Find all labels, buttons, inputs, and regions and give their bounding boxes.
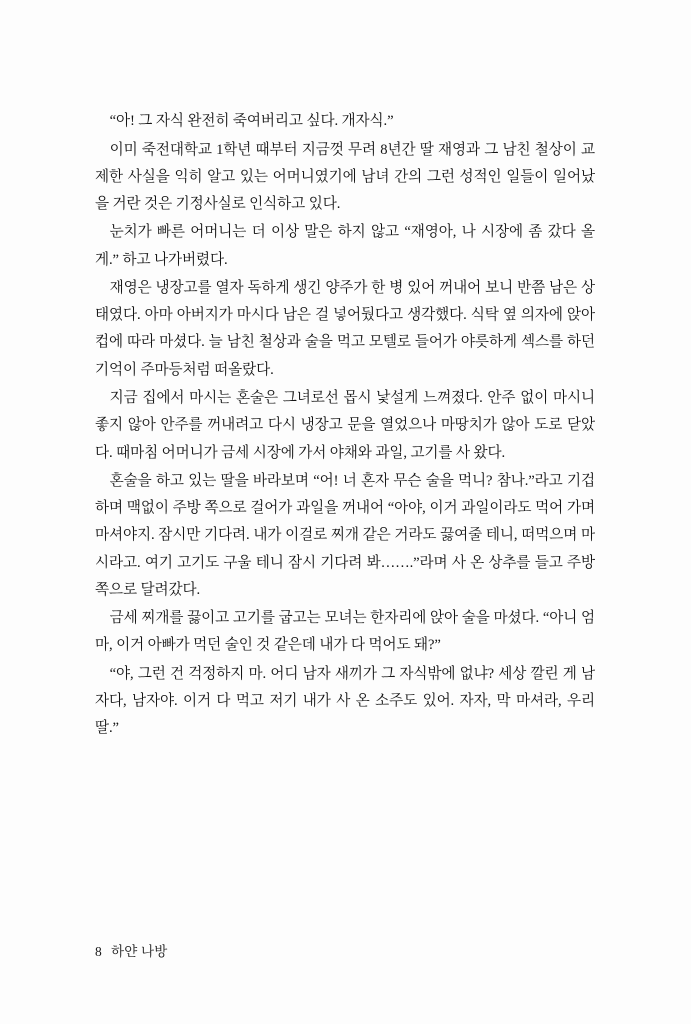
page-text-block xyxy=(95,108,595,744)
paragraph: 지금 집에서 마시는 혼술은 그녀로선 몹시 낯설게 느껴졌다. 안주 없이 마시니 좋지 않아 안주를 꺼내려고 다시 냉장고 문을 열었으나 마땅치가 않아 도로 닫았다. 때마침 어머니가 금세 시장에 가서 야채와 과일, 고기를 사 왔다. xyxy=(95,390,595,461)
paragraph: 혼술을 하고 있는 딸을 바라보며 “어! 너 혼자 무슨 술을 먹니? 참나.”라고 기겁하며 맥없이 주방 쪽으로 걸어가 과일을 꺼내어 “아야, 이거 과일이라도 먹어 가며 마셔야지. 잠시만 기다려. 내가 이걸로 찌개 같은 거라도 끓여줄 테니, 떠먹으며 마시라고. 여기 고기도 구울 테니 잠시 기다려 봐…….”라며 사 온 상추를 들고 주방 쪽으로 달려갔다. xyxy=(95,473,595,598)
paragraph: 재영은 냉장고를 열자 독하게 생긴 양주가 한 병 있어 꺼내어 보니 반쯤 남은 상태였다. 아마 아버지가 마시다 남은 걸 넣어뒀다고 생각했다. 식탁 옆 의자에 앉아 컵에 따라 마셨다. 늘 남친 철상과 술을 먹고 모텔로 들어가 야릇하게 섹스를 하던 기억이 주마등처럼 떠올랐다. xyxy=(95,280,595,378)
book-title: 하얀 나방 xyxy=(110,944,168,959)
paragraph: “야, 그런 건 걱정하지 마. 어디 남자 새끼가 그 자식밖에 없냐? 세상 깔린 게 남자다, 남자야. 이거 다 먹고 저기 내가 사 온 소주도 있어. 자자, 막 마셔라, 우리 딸.” xyxy=(95,665,595,737)
page-footer xyxy=(95,940,595,960)
paragraph: 눈치가 빠른 어머니는 더 이상 말은 하지 않고 “재영아, 나 시장에 좀 갔다 올게.” 하고 나가버렸다. xyxy=(95,224,595,268)
paragraph: “아! 그 자식 완전히 죽여버리고 싶다. 개자식.” xyxy=(109,113,394,129)
paragraph: 이미 죽전대학교 1학년 때부터 지금껏 무려 8년간 딸 재영과 그 남친 철상이 교제한 사실을 익히 알고 있는 어머니였기에 남녀 간의 그런 성적인 일들이 일어났을 거란 것은 기정사실로 인식하고 있다. xyxy=(95,141,595,212)
page-number: 8 xyxy=(95,944,102,959)
paragraph: 금세 찌개를 끓이고 고기를 굽고는 모녀는 한자리에 앉아 술을 마셨다. “아니 엄마, 이거 아빠가 먹던 술인 것 같은데 내가 다 먹어도 돼?” xyxy=(95,610,595,654)
